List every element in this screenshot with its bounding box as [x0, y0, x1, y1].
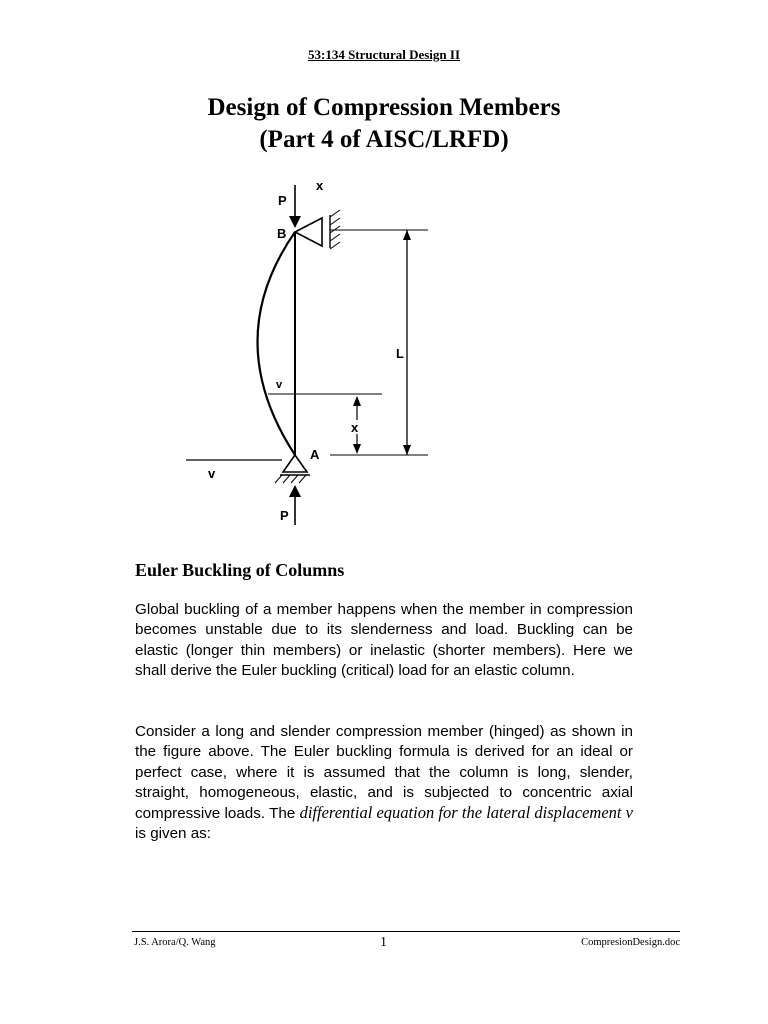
- v-axis-label: v: [208, 466, 216, 481]
- bottom-load-arrowhead: [289, 485, 301, 497]
- footer-filename: CompresionDesign.doc: [581, 937, 680, 948]
- footer-authors: J.S. Arora/Q. Wang: [134, 937, 216, 948]
- buckled-shape-curve: [258, 232, 296, 455]
- document-title: [0, 92, 768, 156]
- paragraph-2-emphasis: differential equation for the lateral displacement v: [299, 803, 634, 823]
- bottom-support-triangle: [283, 455, 307, 472]
- paragraph-2-start: Consider a long and slender compression member (hinged) as shown in the figure above. The Euler buckling formula is derived for an ideal or perfect case, where it is assumed that the column is long, slender, straight, homogeneous, elastic, and is subjected to concentric axial compressive loads. The: [135, 723, 633, 823]
- page-number: 1: [380, 935, 387, 950]
- paragraph-1: Global buckling of a member happens when the member in compression becomes unstable due to its slenderness and load. Buckling can be elastic (longer thin members) or inelastic (shorter members). Here we shall derive the Euler buckling (critical) load for an elastic column.: [135, 601, 633, 679]
- length-label: L: [396, 346, 404, 361]
- title-line-1: Design of Compression Members: [207, 94, 561, 121]
- top-load-arrowhead: [289, 216, 301, 228]
- column-buckling-figure: [170, 170, 470, 530]
- x-arrowhead-top: [353, 396, 361, 406]
- top-support-triangle: [295, 218, 322, 246]
- column-diagram: [170, 170, 470, 530]
- section-heading: Euler Buckling of Columns: [135, 560, 345, 580]
- bottom-load-label: P: [280, 508, 289, 523]
- top-load-label: P: [278, 193, 287, 208]
- point-b-label: B: [277, 226, 287, 241]
- deflection-v-label: v: [276, 379, 283, 391]
- x-arrowhead-bottom: [353, 444, 361, 454]
- length-arrowhead-bottom: [403, 445, 411, 455]
- point-a-label: A: [310, 447, 320, 462]
- title-line-2: (Part 4 of AISC/LRFD): [259, 126, 509, 153]
- course-header: 53:134 Structural Design II: [307, 47, 461, 62]
- bottom-support-hatching: [275, 475, 306, 483]
- paragraph-2-end: is given as:: [135, 825, 211, 843]
- paragraph-2: [135, 722, 633, 845]
- length-arrowhead-top: [403, 230, 411, 240]
- top-x-label: x: [316, 178, 324, 193]
- page-footer: [132, 931, 680, 956]
- x-dimension-label: x: [351, 420, 359, 435]
